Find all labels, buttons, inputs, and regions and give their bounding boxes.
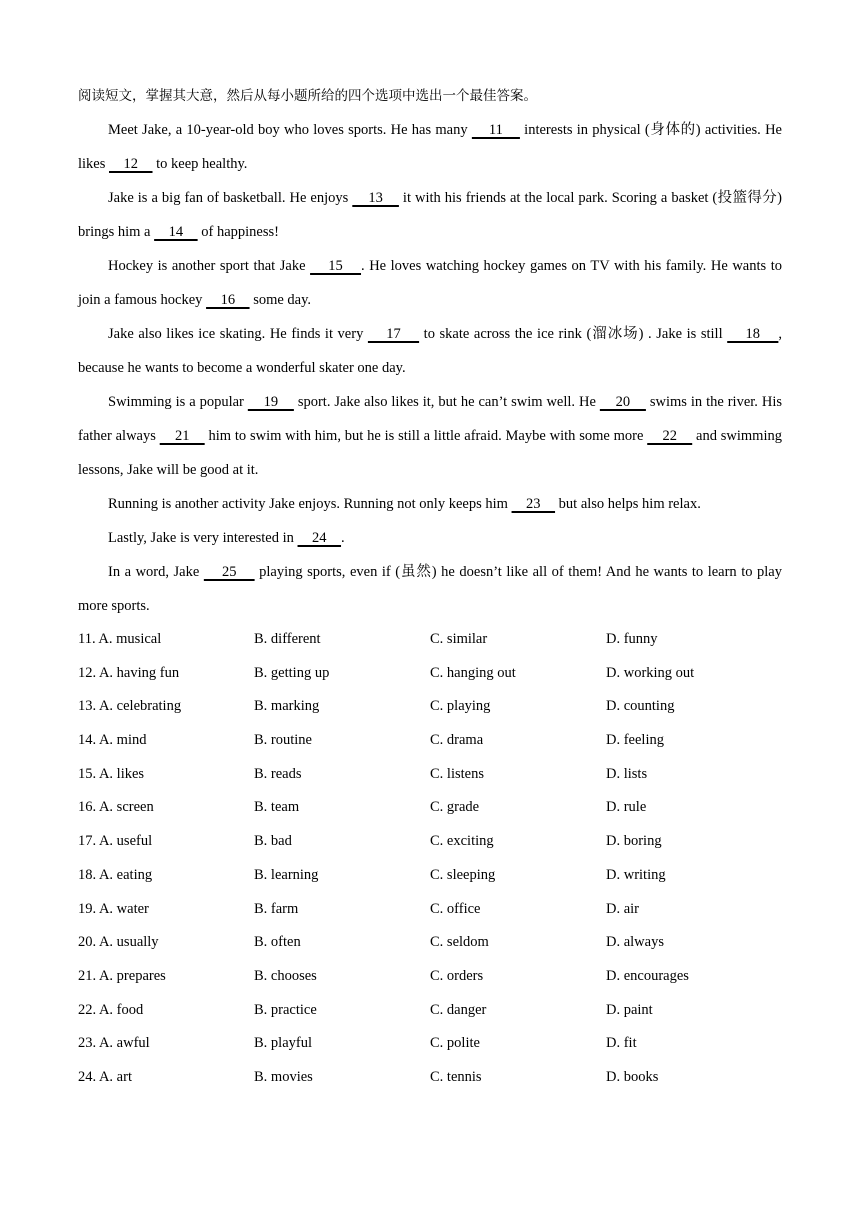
option-a-text: A. usually — [98, 934, 159, 951]
option-a — [78, 926, 254, 960]
option-b: B. often — [254, 934, 301, 951]
question-number: 17. — [78, 833, 97, 850]
option-a — [78, 758, 254, 792]
option-a — [78, 1027, 254, 1061]
blank-number: 23 — [511, 496, 556, 512]
question-row — [78, 994, 782, 1028]
passage-text: . He loves watching hockey games on TV with his family. He wants to join a famous hockey — [78, 258, 782, 308]
option-d: D. encourages — [606, 967, 689, 984]
option-b: B. routine — [254, 732, 312, 749]
passage-text: Running is another activity Jake enjoys. Running not only keeps him — [108, 496, 512, 512]
question-number: 15. — [78, 765, 97, 782]
passage-text: Jake also likes ice skating. He finds it very — [108, 326, 368, 342]
question-number: 24. — [78, 1068, 97, 1085]
question-row — [78, 758, 782, 792]
question-row — [78, 825, 782, 859]
option-c: C. orders — [430, 967, 484, 984]
option-a-text: A. water — [98, 900, 149, 917]
option-c: C. office — [430, 900, 481, 917]
option-b: B. playful — [254, 1035, 312, 1052]
option-b: B. marking — [254, 698, 320, 715]
passage-text: and swimming lessons, Jake will be good at it. — [78, 428, 782, 478]
question-row — [78, 1027, 782, 1061]
question-options — [78, 623, 782, 1095]
question-row — [78, 960, 782, 994]
option-b: B. chooses — [254, 967, 317, 984]
blank-number: 24 — [297, 530, 342, 546]
question-number: 12. — [78, 664, 97, 681]
option-d: D. boring — [606, 833, 662, 850]
passage-text: Swimming is a popular — [108, 394, 248, 410]
blank-number: 18 — [727, 326, 779, 342]
passage-text: swims in the river. His father always — [78, 394, 783, 444]
question-row — [78, 623, 782, 657]
option-b: B. farm — [254, 900, 299, 917]
question-number: 20. — [78, 934, 97, 951]
option-b: B. movies — [254, 1068, 313, 1085]
question-row — [78, 1061, 782, 1095]
passage-text: but also helps him relax. — [555, 496, 701, 512]
option-b: B. team — [254, 799, 300, 816]
passage-paragraph — [78, 385, 782, 487]
passage-text: it with his friends at the local park. Scoring a basket (投篮得分) brings him a — [78, 190, 783, 240]
passage-paragraph — [78, 113, 782, 181]
option-c: C. playing — [430, 698, 491, 715]
passage-paragraph — [78, 555, 782, 623]
passage-paragraph — [78, 487, 782, 521]
option-d: D. counting — [606, 698, 675, 715]
option-a — [78, 859, 254, 893]
option-a — [78, 1061, 254, 1095]
blank-number: 25 — [203, 564, 255, 580]
option-a — [78, 994, 254, 1028]
blank-number: 12 — [109, 156, 153, 172]
passage-paragraph — [78, 317, 782, 385]
question-row — [78, 926, 782, 960]
question-row — [78, 690, 782, 724]
blank-number: 22 — [647, 428, 693, 444]
question-number: 19. — [78, 900, 97, 917]
option-a-text: A. useful — [98, 833, 153, 850]
option-a-text: A. having fun — [98, 664, 180, 681]
question-row — [78, 859, 782, 893]
option-d: D. lists — [606, 765, 648, 782]
option-d: D. funny — [606, 631, 658, 647]
option-d: D. paint — [606, 1001, 653, 1018]
option-a — [78, 791, 254, 825]
question-number: 14. — [78, 732, 97, 749]
option-a-text: A. awful — [98, 1035, 150, 1052]
passage-text: to keep healthy. — [152, 156, 248, 172]
blank-number: 21 — [159, 428, 205, 444]
passage-text: playing sports, even if (虽然) he doesn’t like all of them! And he wants to learn to play more sports. — [78, 564, 782, 614]
option-a — [78, 724, 254, 758]
option-c: C. exciting — [430, 833, 494, 850]
blank-number: 13 — [352, 190, 399, 206]
blank-number: 19 — [247, 394, 294, 410]
question-row — [78, 724, 782, 758]
option-d: D. rule — [606, 799, 647, 816]
option-d: D. feeling — [606, 732, 664, 749]
option-a-text: A. celebrating — [98, 698, 182, 715]
question-row — [78, 657, 782, 691]
question-number: 13. — [78, 698, 97, 715]
option-a — [78, 893, 254, 927]
option-c: C. hanging out — [430, 664, 516, 681]
passage-text: In a word, Jake — [108, 564, 204, 580]
passage-text: Hockey is another sport that Jake — [108, 258, 311, 274]
blank-number: 11 — [471, 122, 520, 138]
option-a-text: A. art — [98, 1068, 132, 1085]
option-a-text: A. likes — [98, 765, 145, 782]
option-c: C. grade — [430, 799, 480, 816]
option-b: B. reads — [254, 765, 302, 782]
option-d: D. air — [606, 900, 640, 917]
option-c: C. sleeping — [430, 866, 496, 883]
question-number: 18. — [78, 866, 97, 883]
option-a-text: A. food — [98, 1001, 144, 1018]
question-number: 21. — [78, 967, 97, 984]
blank-number: 20 — [599, 394, 646, 410]
passage-text: Jake is a big fan of basketball. He enjoys — [108, 190, 353, 206]
instruction-text: 阅读短文，掌握其大意，然后从每小题所给的四个选项中选出一个最佳答案。 — [78, 88, 537, 104]
passage-text: to skate across the ice rink (溜冰场) . Jake is still — [419, 326, 728, 342]
passage-text: of happiness! — [197, 224, 279, 240]
question-number: 16. — [78, 799, 97, 816]
option-a — [78, 690, 254, 724]
option-d: D. always — [606, 934, 664, 951]
option-a-text: A. musical — [98, 631, 162, 647]
question-number: 22. — [78, 1001, 97, 1018]
passage-paragraph — [78, 521, 782, 555]
option-b: B. bad — [254, 833, 292, 850]
option-a-text: A. prepares — [98, 967, 166, 984]
question-row — [78, 791, 782, 825]
option-a — [78, 825, 254, 859]
option-a — [78, 623, 254, 657]
option-b: B. different — [254, 631, 321, 647]
question-number: 23. — [78, 1035, 97, 1052]
option-b: B. getting up — [254, 664, 330, 681]
option-c: C. listens — [430, 765, 484, 782]
option-d: D. books — [606, 1068, 659, 1085]
blank-number: 16 — [206, 292, 250, 308]
option-c: C. tennis — [430, 1068, 482, 1085]
passage-text: some day. — [249, 292, 312, 308]
option-b: B. practice — [254, 1001, 317, 1018]
passage-text: Meet Jake, a 10-year-old boy who loves sports. He has many — [108, 122, 472, 138]
option-a — [78, 657, 254, 691]
passage-paragraph — [78, 181, 782, 249]
option-c: C. similar — [430, 631, 488, 647]
question-row — [78, 893, 782, 927]
option-c: C. drama — [430, 732, 484, 749]
option-a-text: A. mind — [98, 732, 147, 749]
option-a — [78, 960, 254, 994]
option-c: C. seldom — [430, 934, 489, 951]
option-c: C. polite — [430, 1035, 480, 1052]
option-d: D. fit — [606, 1035, 637, 1052]
option-d: D. working out — [606, 664, 695, 681]
option-d: D. writing — [606, 866, 666, 883]
passage-paragraph — [78, 249, 782, 317]
question-number: 11. — [78, 631, 96, 647]
passage-text: him to swim with him, but he is still a little afraid. Maybe with some more — [204, 428, 648, 444]
passage-text: Lastly, Jake is very interested in — [108, 530, 298, 546]
option-b: B. learning — [254, 866, 319, 883]
passage-text: , because he wants to become a wonderful skater one day. — [78, 326, 783, 376]
blank-number: 14 — [154, 224, 198, 240]
passage — [78, 113, 782, 623]
passage-text: sport. Jake also likes it, but he can’t swim well. He — [293, 394, 600, 410]
option-a-text: A. eating — [98, 866, 153, 883]
passage-text: . — [341, 530, 345, 546]
option-a-text: A. screen — [98, 799, 154, 816]
option-c: C. danger — [430, 1001, 487, 1018]
blank-number: 17 — [367, 326, 420, 342]
passage-text: interests in physical (身体的) activities. He likes — [78, 122, 782, 172]
blank-number: 15 — [310, 258, 362, 274]
